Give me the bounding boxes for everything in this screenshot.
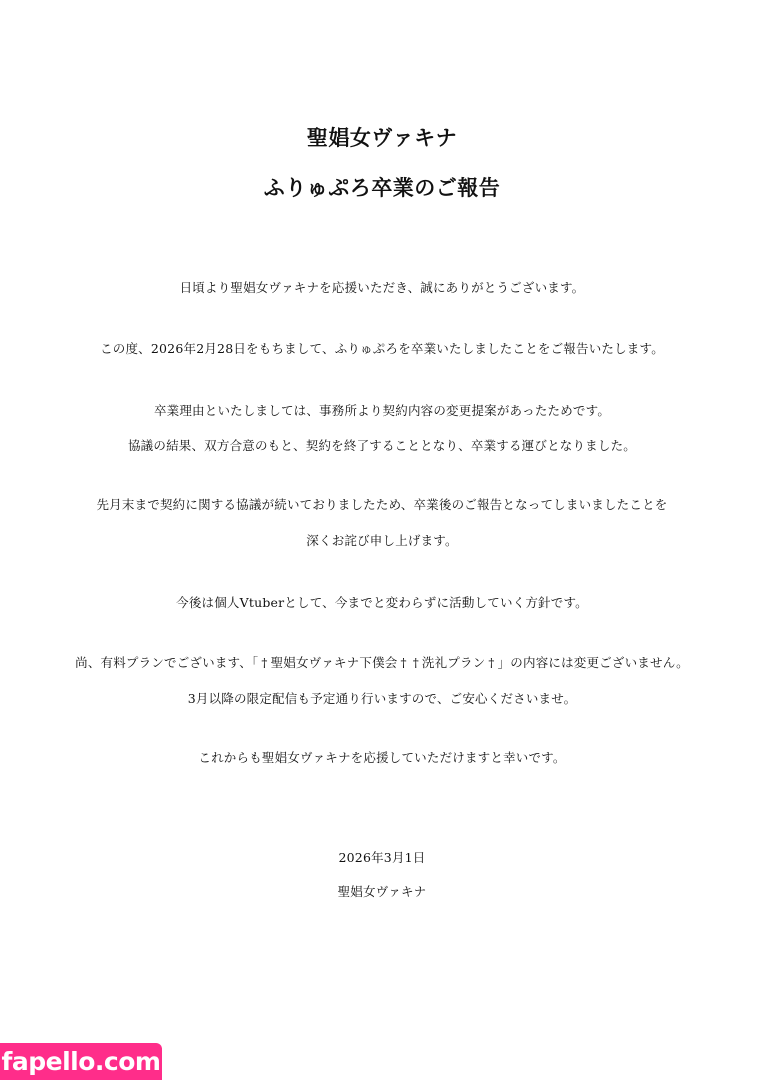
paragraph-future: 今後は個人Vtuberとして、今までと変わらずに活動していく方針です。 [176, 595, 588, 610]
plan-name-2: 洗礼プラン [421, 655, 486, 670]
cross-icon: † [261, 656, 268, 670]
title-line-1: 聖娼女ヴァキナ [306, 125, 458, 150]
paragraph-greeting: 日頃より聖娼女ヴァキナを応援いただき、誠にありがとうございます。 [179, 280, 585, 295]
plan-text-prefix: 尚、有料プランでございます、「 [75, 655, 259, 670]
footer-date: 2026年3月1日 [338, 850, 426, 865]
paragraph-apology-2: 深くお詫び申し上げます。 [306, 533, 458, 548]
plan-name-1: 聖娼女ヴァキナ下僕会 [270, 655, 398, 670]
plan-text-suffix: 」の内容には変更ございません。 [497, 655, 689, 670]
cross-icon: † [488, 656, 495, 670]
cross-icon: † [412, 656, 419, 670]
footer-signature: 聖娼女ヴァキナ [337, 884, 427, 899]
paragraph-apology-1: 先月末まで契約に関する協議が続いておりましたため、卒業後のご報告となってしまいましたことを [96, 497, 668, 512]
watermark-badge: fapello.com [0, 1043, 162, 1080]
title-line-2: ふりゅぷろ卒業のご報告 [263, 175, 501, 200]
paragraph-graduation: この度、2026年2月28日をもちまして、ふりゅぷろを卒業いたしましたことをご報告いたします。 [100, 341, 664, 356]
paragraph-agreement: 協議の結果、双方合意のもと、契約を終了することとなり、卒業する運びとなりました。 [127, 438, 636, 453]
cross-icon: † [400, 656, 407, 670]
paragraph-reason: 卒業理由といたしましては、事務所より契約内容の変更提案があったためです。 [153, 403, 611, 418]
paragraph-closing: これからも聖娼女ヴァキナを応援していただけますと幸いです。 [198, 750, 566, 765]
paragraph-limited-stream: 3月以降の限定配信も予定通り行いますので、ご安心くださいませ。 [187, 691, 577, 706]
paragraph-plan [0, 653, 764, 671]
